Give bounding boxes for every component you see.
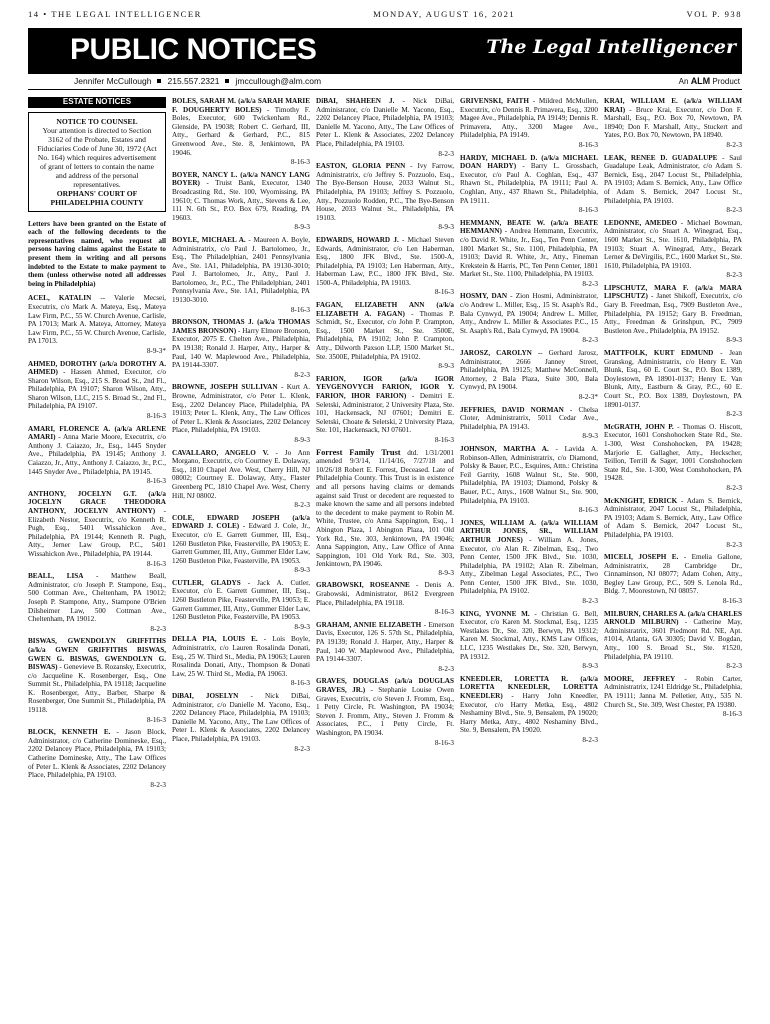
column-3 xyxy=(316,97,454,1015)
notice-text xyxy=(172,692,310,744)
notice-body: - Timothy F. Boles, Executor, 600 Twickenham Rd., Glenside, PA 19038; Robert C. Gerhard, III, Atty., Gerhard & Gerhard, P.C., 815 Greenwood Ave., Ste. 8, Jenkintown, PA 19046. xyxy=(172,105,310,157)
notice-body: - Stephanie Louise Owen Graves, Executrix, c/o Steven J. Fromm, Esq., 1 Petty Circle, Ft. Washington, PA 19034; Steven J. Fromm, Atty., Steven J. Fromm & Associates, P.C., 1 Petty Circle, Ft. Washington, PA 19034. xyxy=(316,686,454,737)
decedent-name: FARION, IGOR (a/k/a IGOR YEVGENOVYCH FARION, IGOR Y. FARION, IHOR FARION) xyxy=(316,374,454,400)
notice-body: - Janet Shikoff, Executrix, c/o Gary B. Freedman, Esq., 7909 Bustleton Ave., Philadelphia, PA 19152; Gary B. Freedman, Atty., Freedman & Grinshpun, PC, 7909 Bustleton Ave., Philadelphia, PA 19152. xyxy=(604,292,742,335)
notice-text xyxy=(460,610,598,662)
publication-date-code: 8-16-3 xyxy=(722,710,742,719)
publication-date-code: 8-2-3 xyxy=(294,744,310,753)
notice-columns xyxy=(28,97,744,1015)
publication-date-code: 8-9-3 xyxy=(582,432,598,441)
estate-notice xyxy=(460,675,598,745)
notice-body: - Genevieve B. Rozansky, Executrix, c/o Jacqueline K. Rosenberger, Esq., One Summit St., Philadelphia, PA 19118; Jacqueline K. Rosenberger, Atty., Barber, Sharpe & Rosenberger, One Summit St., Philadelphia, PA 19118. xyxy=(28,663,166,715)
notice-body: - Adam S. Bernick, Administrator, 2047 Locust St., Philadelphia, PA 19103; Adam S. Bernick, Atty., Law Office of Adam S. Bernick, 2047 Locust St., Philadelphia, PA 19103. xyxy=(604,496,742,539)
decedent-name: GRIVENSKI, FAITH xyxy=(460,97,529,105)
estate-notice xyxy=(604,497,742,550)
estate-notice xyxy=(316,236,454,297)
publication-date-code: 8-16-3 xyxy=(146,715,166,724)
publication-date-code: 8-16-3 xyxy=(290,679,310,688)
notice-text xyxy=(604,97,742,140)
notice-body: - Elizabeth Nestor, Executrix, c/o Kenneth R. Pugh, Esq., 5401 Wissahickon Ave., Philadelphia, PA 19144; Kenneth R. Pugh, Atty., Jerner Law Group, P.C., 5401 Wissahickon Ave., Philadelphia, PA 19144. xyxy=(28,507,166,558)
publication-date-code: 8-9-3 xyxy=(726,336,742,345)
estate-notice xyxy=(28,572,166,633)
publication-date-code: 8-2-3 xyxy=(582,279,598,288)
decedent-name: McKNIGHT, EDRICK xyxy=(604,496,678,505)
estate-notice xyxy=(172,383,310,444)
notice-text xyxy=(172,171,310,223)
decedent-name: CUTLER, GLADYS xyxy=(172,578,241,587)
publication-date-code: 8-16-3 xyxy=(146,412,166,421)
decedent-name: HOSMY, DAN xyxy=(460,292,508,301)
notice-body: - Lavida A. Robinson-Allen, Administratrix, c/o Diamond, Polsky & Bauer, P.C., Esquires, Attn.: Christina Feil Garrity, 1608 Walnut St., Ste. 900, Philadelphia, PA 19103; Diamond, Polsky & Bauer, P.C., Attys., 1608 Walnut St., Ste. 900, Philadelphia, PA 19103. xyxy=(460,444,598,505)
decedent-name: ACEL, KATALIN xyxy=(28,294,92,303)
decedent-name: FAGAN, ELIZABETH ANN (a/k/a ELIZABETH A. FAGAN) xyxy=(316,301,454,318)
notice-body: - Edward J. Cole, Jr., Executor, c/o E. Garrett Gummer, III, Esq., 1260 Bustleton Pike, Feasterville, PA 19053; E. Garrett Gummer, III, Atty., Gummer Elder Law, 1260 Bustleton Pike, Feasterville, PA 19053. xyxy=(172,522,310,565)
notice-text xyxy=(460,406,598,432)
decedent-name: GRAHAM, ANNIE ELIZABETH xyxy=(316,620,422,629)
estate-notice xyxy=(460,519,598,606)
letters-granted-intro: Letters have been granted on the Estate of each of the following decedents to the representatives named, who request all persons having claims against the Estate to present them in writing and all persons indebted to the Estate to make payment to them (unless otherwise noted all addresses being in Philadelphia) xyxy=(28,219,166,288)
decedent-name: HARDY, MICHAEL D. (a/k/a MICHAEL DOAN HARDY) xyxy=(460,153,598,171)
publication-date-code: 8-16-3 xyxy=(434,608,454,617)
tagline-pre: An xyxy=(678,77,689,86)
notice-body: - Mildred McMullen, Executrix, c/o Dennis R. Primavera, Esq., 3200 Magee Ave., Philadelphia, PA 19149; Dennis R. Primavera, Atty., 3200 Magee Ave., Philadelphia, PA 19149. xyxy=(460,97,598,140)
publication-date-code: 8-2-3 xyxy=(150,624,166,633)
header-rule xyxy=(28,89,742,90)
publication-date-code: 8-2-3 xyxy=(582,597,598,606)
notice-text xyxy=(604,219,742,271)
notice-text xyxy=(604,154,742,206)
estate-notice xyxy=(460,610,598,671)
decedent-name: BLOCK, KENNETH E. xyxy=(28,728,111,737)
estate-notice xyxy=(172,449,310,510)
notice-body: - Nick DiBai, Administrator, c/o Danielle M. Yacono, Esq., 2202 Delancey Place, Philadelphia, PA 19103; Danielle M. Yacono, Atty., The Law Offices of Peter L. Klenk & Associates, 2202 Delancey Place, Philadelphia, PA 19103. xyxy=(316,97,454,148)
estate-notice xyxy=(28,360,166,421)
estate-notice xyxy=(604,553,742,606)
notice-text xyxy=(172,383,310,435)
decedent-name: KNEEDLER, LORETTA R. (a/k/a LORETTA KNEEDLER, LORETTA KNEEDLER) xyxy=(460,674,598,700)
publication-date-code: 8-2-3 xyxy=(438,149,454,158)
decedent-name: ANTHONY, JOCELYN G.T. (a/k/a JOCELYN GRACE THEODORA ANTHONY, JOCELYN ANTHONY) xyxy=(28,489,166,515)
notice-body: - Maureen A. Boyle, Administratrix, c/o Paul J. Bartolomeo, Jr., Esq., The Philadelphian, 2401 Pennsylvania Ave., Ste. 1A1, Philadelphia, PA 19130-3010; Paul J. Bartolomeo, Jr., Atty., Paul J. Bartolomeo, Jr., P.C., The Philadelphian, 2401 Pennsylvania Ave., Ste. 1A1, Philadelphia, PA 19130-3010. xyxy=(172,235,310,305)
decedent-name: EDWARDS, HOWARD J. xyxy=(316,235,399,244)
notice-body: - Barry L. Grossbach, Executor, c/o Paul A. Coghlan, Esq., 437 Rhawn St., Philadelphia, PA 19111; Paul A. Coghlan, Atty., 437 Rhawn St., Philadelphia, PA 19111. xyxy=(460,162,598,205)
decedent-name: BRONSON, THOMAS J. (a/k/a THOMAS JAMES BRONSON) xyxy=(172,318,310,335)
estate-notice xyxy=(460,97,598,150)
estate-notice xyxy=(604,610,742,671)
notice-body: - Jean Granskog, Administratrix, c/o Henry E. Van Blunk, Esq., 60 E. Court St., P.O. Box 1389, Doylestown, PA 18901-0137; Henry E. Van Blunk, Atty., Eastburn & Gray, P.C., 60 E. Court St., P.O. Box 1389, Doylestown, PA 18901-0137. xyxy=(604,349,742,409)
box-line: NOTICE TO COUNSEL xyxy=(56,116,138,126)
decedent-name: DiBAI, JOSELYN xyxy=(172,692,239,700)
publication-date-code: 8-9-3 xyxy=(294,435,310,444)
decedent-name: GRAVES, DOUGLAS (a/k/a DOUGLAS GRAVES, JR.) xyxy=(316,677,454,694)
estate-notice xyxy=(172,171,310,232)
decedent-name: CAVALLARO, ANGELO V. xyxy=(172,448,269,457)
contact-phone: 215.557.2321 xyxy=(167,76,220,86)
notice-text xyxy=(316,581,454,607)
estate-notice xyxy=(28,294,166,355)
trust-notice xyxy=(316,449,454,578)
notice-body: - Lois Boyle, Administratrix, c/o Lauren Rosalinda Donati, Esq., 25 W. Third St., Media, PA 19063; Lauren Rosalinda Donati, Atty., Thompson & Donati Law, 25 W. Third St., Media, PA 19063. xyxy=(172,635,310,678)
notice-text xyxy=(604,497,742,540)
notice-body: - Truist Bank, Executor, 1340 Broadcasting Rd., Ste. 100, Wyomissing, PA 19610; C. Thomas Work, Atty., Stevens & Lee, 111 N. 6th St., P.O. Box 679, Reading, PA 19603. xyxy=(172,179,310,222)
publication-date-code: 8-9-3 xyxy=(294,566,310,575)
notice-body: - Christian G. Bell, Executor, c/o Karen M. Stockmal, Esq., 1235 Westlakes Dr., Ste. 320, Berwyn, PA 19312; Karen M. Stockmal, Atty., KMS Law Offices, LLC, 1235 Westlakes Dr., Ste. 320, Berwyn, PA 19312. xyxy=(460,609,598,661)
estate-notice xyxy=(316,301,454,371)
estate-notice xyxy=(316,375,454,445)
notice-body: - Catherine May, Administratrix, 3601 Piedmont Rd. NE, Apt. #1014, Atlanta, GA 30305; David V. Bogdan, Atty., 100 S. Broad St., Ste. #1520, Philadelphia, PA 19110. xyxy=(604,618,742,661)
notice-body: - Hassen Ahmed, Executor, c/o Sharon Wilson, Esq., 215 S. Broad St., 2nd Fl., Philadelphia, PA 19107; Sharon Wilson, Atty., Sharon Wilson, LLC, 215 S. Broad St., 2nd Fl., Philadelphia, PA 19107. xyxy=(28,368,166,411)
notice-text xyxy=(460,97,598,140)
decedent-name: AMARI, FLORENCE A. (a/k/a ARLENE AMARI) xyxy=(28,424,166,442)
legal-intelligencer-logo: The Legal Intelligencer xyxy=(486,36,736,58)
notice-text xyxy=(316,236,454,288)
publication-date-code: 8-2-3 xyxy=(582,336,598,345)
estate-notice xyxy=(604,154,742,215)
notice-text xyxy=(604,349,742,409)
estate-notice xyxy=(316,677,454,747)
publication-date-code: 8-2-3 xyxy=(726,483,742,492)
notice-text xyxy=(28,572,166,624)
publication-date-code: 8-2-3 xyxy=(726,662,742,671)
notice-body: - Chelsa Cloter, Administratrix, 5011 Cedar Ave., Philadelphia, PA 19143. xyxy=(460,405,598,431)
estate-notice xyxy=(28,490,166,568)
decedent-name: BROWNE, JOSEPH SULLIVAN xyxy=(172,383,278,392)
contact-line xyxy=(74,76,321,86)
estate-notice xyxy=(172,97,310,167)
notice-body: - Matthew Beall, Administrator, c/o Joseph P. Stampone, Esq., 500 Cottman Ave., Cheltenham, PA 19012; Joseph P. Stampone, Atty., Stampone O'Brien Dilsheimer Law, 500 Cottman Ave., Cheltenham, PA 19012. xyxy=(28,572,166,624)
estate-notice xyxy=(604,97,742,150)
notice-body: - William A. Jones, Executor, c/o Alan R. Zibelman, Esq., Two Penn Center, 1500 JFK Blvd., Ste. 1030, Philadelphia, PA 19102; Alan R. Zibelman, Atty., Zibelman Legal Associates, P.C., Two Penn Center, 1500 JFK Blvd., Ste. 1030, Philadelphia, PA 19102. xyxy=(460,535,598,596)
decedent-name: BISWAS, GWENDOLYN GRIFFITHS (a/k/a GWEN GRIFFITHS BISWAS, GWEN G. BISWAS, GWENDOLYN G. BISWAS) xyxy=(28,637,166,672)
estate-notice xyxy=(172,579,310,632)
running-header xyxy=(28,9,742,23)
decedent-name: DiBAI, SHAHEEN J. xyxy=(316,97,395,105)
notice-body: -- Valerie Mecsei, Executrix, c/o Mark A. Mateya, Esq., Mateya Law Firm, P.C., 55 W. Church Avenue, Carlisle, PA 17013; Mark A. Mateya, Attorney, Mateya Law Firm, P.C., 55 W. Church Avenue, Carlisle, PA 17013. xyxy=(28,294,166,346)
notice-text xyxy=(28,490,166,559)
banner-title: PUBLIC NOTICES xyxy=(70,33,317,66)
decedent-name: DELLA PIA, LOUIS E. xyxy=(172,635,258,644)
notice-text xyxy=(28,425,166,477)
decedent-name: LIPSCHUTZ, MARA F. (a/k/a MARA LIPSCHUTZ) xyxy=(604,283,742,301)
notice-text xyxy=(28,637,166,714)
publication-date-code: 8-16-3 xyxy=(146,559,166,568)
notice-text xyxy=(28,728,166,780)
decedent-name: BOLES, SARAH M. (a/k/a SARAH MARIE F. DOUGHERTY BOLES) xyxy=(172,97,310,114)
column-1 xyxy=(28,97,166,1015)
decedent-name: McGRATH, JOHN P. xyxy=(604,422,674,431)
notice-body: - Harry John Kneedler, Executor, c/o Harry Metka, Esq., 4802 Neshaminy Blvd., Ste. 9, Bensalem, PA 19020; Harry Metka, Atty., 4802 Neshaminy Blvd., Ste. 9, Bensalem, PA 19020. xyxy=(460,692,598,735)
publication-date-code: 8-2-3 xyxy=(150,780,166,789)
publication-date-code: 8-2-3 xyxy=(294,370,310,379)
notice-body: - Denis A. Grabowski, Administrator, 8612 Evergreen Place, Philadelphia, PA 19118. xyxy=(316,581,454,607)
notice-text xyxy=(316,162,454,222)
decedent-name: EASTON, GLORIA PENN xyxy=(316,162,406,171)
decedent-name: AHMED, DOROTHY (a/k/a DOROTHY A. AHMED) xyxy=(28,359,166,377)
alm-tagline xyxy=(679,76,740,86)
notice-body: - Thomas P. Schmidt, Sr., Executor, c/o John P. Crampton, Esq., 1500 Market St., Ste. 3500E, Philadelphia, PA 19102; John P. Crampton, Atty., Dilworth Paxson LLP, 1500 Market St., Ste. 3500E, Philadelphia, PA 19102. xyxy=(316,309,454,361)
notice-body: - Zion Hosmi, Administrator, c/o Andrew L. Miller, Esq., 15 St. Asaph's Rd., Bala Cynwyd, PA 19004; Andrew L. Miller, Atty., Andrew L. Miller & Associates P.C., 15 St. Asaph's Rd., Bala Cynwyd, PA 19004. xyxy=(460,292,598,335)
public-notices-banner xyxy=(28,28,742,74)
estate-notice xyxy=(172,318,310,379)
publication-date-code: 8-9-3 xyxy=(438,223,454,232)
publication-date-code: 8-16-3 xyxy=(722,597,742,606)
notice-body: - Harry Elmore Bronson, Executor, 2075 E. Chelten Ave., Philadelphia, PA 19138; Ronald J. Harper, Atty., Harper & Paul, 140 W. Maplewood Ave., Philadelphia, PA 19144-3307. xyxy=(172,326,310,370)
notice-body: - Nick DiBai, Administrator, c/o Danielle M. Yacono, Esq., 2202 Delancey Place, Philadelphia, PA 19103; Danielle M. Yacono, Atty., The Law Offices of Peter L. Klenk & Associates, 2202 Delancey Place, Philadelphia, PA 19103. xyxy=(172,692,310,743)
estate-notice xyxy=(172,635,310,688)
estate-notice xyxy=(460,219,598,289)
publication-date-code: 8-2-3 xyxy=(726,206,742,215)
decedent-name: GRABOWSKI, ROSEANNE xyxy=(316,581,410,590)
estate-notice xyxy=(460,154,598,215)
estate-notice xyxy=(604,219,742,280)
notice-text xyxy=(460,445,598,505)
publication-date-code: 8-2-3 xyxy=(726,271,742,280)
decedent-name: JOHNSON, MARTHA A. xyxy=(460,444,549,453)
notice-text xyxy=(28,294,166,346)
decedent-name: LEAK, RENEE D. GUADALUPE xyxy=(604,153,718,162)
decedent-name: JEFFRIES, DAVID NORMAN xyxy=(460,405,564,414)
estate-notice xyxy=(172,236,310,314)
estate-notice xyxy=(28,728,166,789)
notice-body: - Ivy Farrow, Administratrix, c/o Jeffrey S. Pozzuolo, Esq., The Bye-Benson House, 2033 Walnut St., Philadelphia, PA 19103; Jeffrey S. Pozzuolo, Atty., Pozzuolo Rodden, P.C., The Bye-Benson House, 2033 Walnut St., Philadelphia, PA 19103. xyxy=(316,162,454,222)
decedent-name: MILBURN, CHARLES A. (a/k/a CHARLES ARNOLD MILBURN) xyxy=(604,609,742,627)
notice-text xyxy=(172,236,310,305)
notice-text xyxy=(316,677,454,737)
notice-text xyxy=(460,154,598,206)
estate-notice xyxy=(172,692,310,753)
bullet-square-icon xyxy=(225,79,229,83)
notice-text xyxy=(460,349,598,392)
notice-body: - Robin Carter, Administratrix, 1241 Eldridge St., Philadelphia, PA 19111; Janna M. Pelletier, Atty., 535 N. Church St., Ste. 309, West Chester, PA 19380. xyxy=(604,674,742,709)
publication-date-code: 8-2-3 xyxy=(294,501,310,510)
notice-text xyxy=(172,318,310,370)
notice-body: - Emerson Davis, Executor, 126 S. 57th St., Philadelphia, PA 19139; Ronald J. Harper, Atty., Harper & Paul, 140 W. Maplewood Ave., Philadelphia, PA 19144-3307. xyxy=(316,620,454,664)
estate-notice xyxy=(28,425,166,486)
trust-text xyxy=(316,449,454,569)
decedent-name: JAROSZ, CAROLYN xyxy=(460,349,532,358)
contact-email[interactable]: jmccullough@alm.com xyxy=(235,76,322,86)
notice-body: - Demitri E. Seletski, Administrator, 2 University Plaza, Ste. 101, Hackensack, NJ 07601; Demitri E. Seletski, Choate & Seletski, 2 University Plaza, Ste. 101, Hackensack, NJ 07601. xyxy=(316,392,454,435)
notice-text xyxy=(172,97,310,157)
publication-date-code: 8-2-3 xyxy=(726,410,742,419)
estate-notices-heading: ESTATE NOTICES xyxy=(28,97,166,108)
header-volume: VOL P. 938 xyxy=(686,9,742,19)
publication-date-code: 8-16-3 xyxy=(578,206,598,215)
notice-to-counsel-box xyxy=(28,112,166,212)
decedent-name: KING, YVONNE M. xyxy=(460,609,530,618)
notice-text xyxy=(604,284,742,336)
publication-date-code: 8-16-3 xyxy=(578,506,598,515)
publication-date-code: 8-16-3 xyxy=(434,435,454,444)
notice-body: -- Gerhard Jarosz, Administrator, 2666 Janney Street, Philadelphia, PA 19125; Matthew McConnell, Attorney, 2 Bala Plaza, Suite 300, Bala Cynwyd, PA 19004. xyxy=(460,349,598,392)
publication-date-code: 8-2-3 xyxy=(726,140,742,149)
notice-body: - Andrea Hemmann, Executrix, c/o David R. White, Jr., Esq., Ten Penn Center, 1801 Market St., Ste. 1100, Philadelphia, PA 19103; David R. White, Jr., Atty., Fineman Krekstein & Harris, PC, Ten Penn Center, 1801 Market St., Ste. 1100, Philadelphia, PA 19103. xyxy=(460,227,598,279)
publication-date-code: 8-16-3 xyxy=(434,738,454,747)
notice-body: - Kurt A. Browne, Administrator, c/o Peter L. Klenk, Esq., 2202 Delancey Place, Philadelphia, PA 19103; Peter L. Klenk, Atty., The Law Offices of Peter L. Klenk & Associates, 2202 Delancey Place, Philadelphia, PA 19103. xyxy=(172,383,310,435)
notice-body: - Bruce Krai, Executor, c/o Don F. Marshall, Esq., P.O. Box 70, Newtown, PA 18940; Don F. Marshall, Atty., Stuckert and Yates, P.O. Box 70, Newtown, PA 18940. xyxy=(604,105,742,140)
column-5 xyxy=(604,97,742,1015)
alm-logo: ALM xyxy=(690,76,711,86)
publication-date-code: 8-16-3 xyxy=(290,158,310,167)
estate-notice xyxy=(316,162,454,232)
notice-text xyxy=(604,553,742,596)
publication-date-code: 8-16-3 xyxy=(434,288,454,297)
bullet-square-icon xyxy=(157,79,161,83)
estate-notice xyxy=(604,284,742,345)
estate-notice xyxy=(604,675,742,719)
estate-notice xyxy=(316,621,454,674)
notice-body: - Jack A. Cutler, Executor, c/o E. Garrett Gummer, III, Esq., 1260 Bustleton Pike, Feasterville, PA 19053; E. Garrett Gummer, III, Atty., Gummer Elder Law, 1260 Bustleton Pike, Feasterville, PA 19053. xyxy=(172,578,310,622)
estate-notice xyxy=(460,349,598,402)
publication-date-code: 8-2-3 xyxy=(438,664,454,673)
column-4 xyxy=(460,97,598,1015)
publication-date-code: 8-9-3 xyxy=(438,568,454,577)
notice-text xyxy=(460,219,598,279)
decedent-name: COLE, EDWARD JOSEPH (a/k/a EDWARD J. COLE) xyxy=(172,513,310,531)
notice-body: - Jo Ann Morgano, Executrix, c/o Courtney E. Dolaway, Esq., 1810 Chapel Ave. West, Cherry Hill, NJ 08002; Courtney E. Dolaway, Atty., Flaster Greenberg PC, 1810 Chapel Ave. West, Cherry Hill, NJ 08002. xyxy=(172,448,310,500)
publication-date-code: 8-9-3 xyxy=(438,362,454,371)
trust-title: Forrest Family Trust xyxy=(316,447,401,457)
box-line: Your attention is directed to Section 3162 of the Probate, Estates and Fiduciaries Code of June 30, 1972 (Act No. 164) which requires advertisement of grant of letters to contain the name and address of the personal representatives. xyxy=(37,125,157,189)
publication-date-code: 8-9-3 xyxy=(294,223,310,232)
column-2 xyxy=(172,97,310,1015)
notice-text xyxy=(316,301,454,361)
trust-suffix: dtd. xyxy=(407,448,419,457)
decedent-name: BOYLE, MICHAEL A. xyxy=(172,235,246,244)
publication-date-code: 8-2-3 xyxy=(726,540,742,549)
estate-notice xyxy=(460,406,598,441)
publication-date-code: 8-16-3 xyxy=(290,305,310,314)
notice-text xyxy=(172,449,310,501)
notice-text xyxy=(460,519,598,596)
notice-text xyxy=(28,360,166,412)
notice-body: - Jason Block, Administrator, c/o Catherine Domineske, Esq., 2202 Delancey Place, Philadelphia, PA 19103; Catherine Domineske, Atty., The Law Offices of Peter L. Klenk & Associates, 2202 Delancey Place, Philadelphia, PA 19103. xyxy=(28,728,166,780)
trust-body: 1/31/2001 amended 9/3/14, 11/14/16, 7/27/18 and 10/26/18 Robert E. Forrest, Deceased. Late of Philadelphia County. This Trust is in existence and all persons having claims or demands against said Trust or decedent are requested to make known the same and all persons indebted to the decedent to make payment to Robin M. White, Trustee, c/o Anna Sappington, Esq., 1 Abington Plaza, 1 Abington Plaza, 101 Old York Rd., Ste. 303, Jenkintown, PA 19046; Anna Sappington, Atty., Law Office of Anna Sappington, 101 Old York Rd., Ste. 303, Jenkintown, PA 19046. xyxy=(316,448,454,569)
estate-notice xyxy=(316,97,454,158)
notice-text xyxy=(316,375,454,435)
notice-body: - Michael Steven Edwards, Administrator, c/o Len Haberman, Esq., 1800 JFK Blvd., Ste. 1500-A, Philadelphia, PA 19103; Len Haberman, Atty., Haberman Law, P.C., 1800 JFK Blvd., Ste. 1500-A, Philadelphia, PA 19103. xyxy=(316,235,454,287)
notice-body: - Anna Marie Moore, Executrix, c/o Anthony J. Caiazzo, Jr., Esq., 1445 Snyder Ave., Philadelphia, PA 19145; Anthony J. Caiazzo, Jr., Atty., Anthony J. Caiazzo, Jr., P.C., 1445 Snyder Ave., Philadelphia, PA 19145. xyxy=(28,433,166,476)
decedent-name: MICELI, JOSEPH E. xyxy=(604,553,679,562)
decedent-name: BOYER, NANCY L. (a/k/a NANCY LANG BOYER) xyxy=(172,170,310,188)
publication-date-code: 8-9-3 xyxy=(294,622,310,631)
box-line: ORPHANS' COURT OF PHILADELPHIA COUNTY xyxy=(50,188,144,207)
notice-text xyxy=(604,675,742,709)
publication-date-code: 8-9-3* xyxy=(146,346,166,355)
decedent-name: BEALL, LISA xyxy=(28,572,84,581)
contact-name: Jennifer McCullough xyxy=(74,76,152,86)
decedent-name: MOORE, JEFFREY xyxy=(604,674,676,683)
decedent-name: MATTFOLK, KURT EDMUND xyxy=(604,349,714,358)
estate-notice xyxy=(460,292,598,345)
estate-notice xyxy=(172,514,310,575)
notice-text xyxy=(460,675,598,735)
notice-text xyxy=(604,423,742,483)
header-left: 14 • THE LEGAL INTELLIGENCER xyxy=(28,9,202,19)
estate-notice xyxy=(604,349,742,419)
decedent-name: KRAI, WILLIAM E. (a/k/a WILLIAM KRAI) xyxy=(604,97,742,114)
estate-notice xyxy=(460,445,598,515)
publication-date-code: 8-2-3 xyxy=(582,735,598,744)
notice-body: - Emelia Gallone, Administratrix, 28 Cambridge Dr., Cinnaminson, NJ 08077; Adam Cohen, Atty., Begley Law Group, P.C., 509 S. Lenola Rd., Bldg. 7, Moorestown, NJ 08057. xyxy=(604,553,742,596)
notice-text xyxy=(172,635,310,678)
notice-body: - Michael Bowman, Administrator, c/o Stuart A. Winegrad, Esq., 1600 Market St., Ste. 1610, Philadelphia, PA 19103; Stuart A. Winegrad, Atty., Bezark Lerner & DeVirgilis, P.C., 1600 Market St., Ste. 1610, Philadelphia, PA 19103. xyxy=(604,218,742,270)
publication-date-code: 8-16-3 xyxy=(578,140,598,149)
decedent-name: JONES, WILLIAM A. (a/k/a WILLIAM ARTHUR JONES, SR., WILLIAM ARTHUR JONES) xyxy=(460,518,598,544)
notice-text xyxy=(316,621,454,664)
estate-notice xyxy=(28,637,166,724)
decedent-name: HEMMANN, BEATE W. (a/k/a BEATE HEMMANN) xyxy=(460,218,598,236)
estate-notice xyxy=(316,581,454,616)
decedent-name: LEDONNE, AMEDEO xyxy=(604,218,678,227)
notice-text xyxy=(460,292,598,335)
header-date: MONDAY, AUGUST 16, 2021 xyxy=(373,9,516,19)
publication-date-code: 8-16-3 xyxy=(146,477,166,486)
notice-body: - Saul Guadalupe Leak, Administrator, c/o Adam S. Bernick, Esq., 2047 Locust St., Philadelphia, PA 19103; Adam S. Bernick, Atty., Law Office of Adam S. Bernick, 2047 Locust St., Philadelphia, PA 19103. xyxy=(604,153,742,205)
publication-date-code: 8-2-3* xyxy=(578,393,598,401)
tagline-post: Product xyxy=(712,77,740,86)
estate-notice xyxy=(604,423,742,493)
notice-text xyxy=(604,610,742,662)
publication-date-code: 8-9-3 xyxy=(582,662,598,671)
notice-text xyxy=(172,579,310,622)
notice-text xyxy=(172,514,310,566)
notice-body: - Thomas O. Hiscott, Executor, 1601 Conshohocken State Rd., Ste. 1-300, West Conshohocken, PA 19428; Marjorie E. Gallagher, Atty., Heckscher, Teillon, Terrill & Sager, 1001 Conshohocken State Rd., Ste. 1-300, West Conshohocken, PA 19428. xyxy=(604,422,742,483)
notice-text xyxy=(316,97,454,149)
